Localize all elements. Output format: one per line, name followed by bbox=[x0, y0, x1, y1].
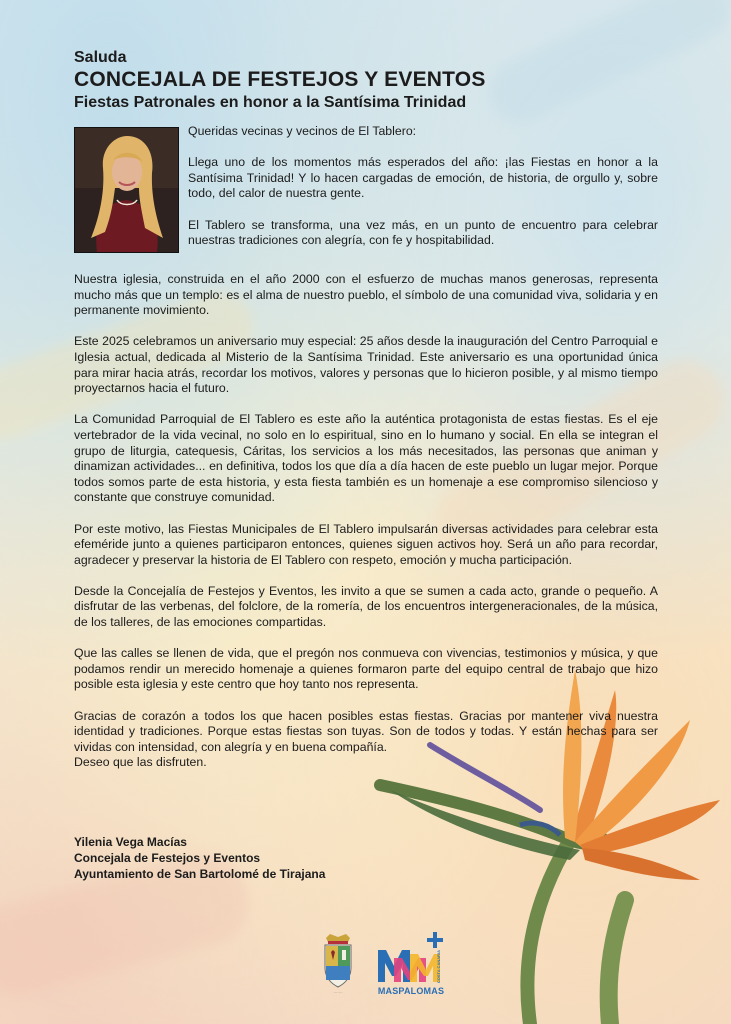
intro-paragraph: El Tablero se transforma, una vez más, en un punto de encuentro para celebrar nuestras tradiciones con alegría, con fe y hospitabilidad. bbox=[188, 217, 658, 248]
portrait-photo bbox=[74, 127, 179, 253]
body-paragraph: Desde la Concejalía de Festejos y Eventos, les invito a que se sumen a cada acto, grande o pequeño. A disfrutar de las verbenas, del folclore, de la romería, de los encuentros intergeneracionales, de la música, de los talleres, de las emociones compartidas. bbox=[74, 583, 658, 630]
header bbox=[74, 49, 674, 113]
closing-paragraph: Gracias de corazón a todos los que hacen posibles estas fiestas. Gracias por mantener viva nuestra identidad y tradiciones. Porque estas fiestas son tuyas. Son de todos y todas. Y están hechas para ser vividas con intensidad, con alegría y en buena compañía. bbox=[74, 708, 658, 754]
body-paragraph: Este 2025 celebramos un aniversario muy especial: 25 años desde la inauguración del Centro Parroquial e Iglesia actual, dedicada al Misterio de la Santísima Trinidad. Este aniversario es una oportunidad única para mirar hacia atrás, recordar los motivos, valores y personas que lo hicieron posible, y al mismo tiempo proyectarnos hacia el futuro. bbox=[74, 334, 658, 396]
portrait-illustration bbox=[75, 128, 178, 252]
svg-text:·······: ······· bbox=[333, 990, 343, 995]
signature-block bbox=[74, 834, 325, 882]
page-subtitle: Fiestas Patronales en honor a la Santísima Trinidad bbox=[74, 94, 467, 111]
greeting-label: Saluda bbox=[74, 49, 127, 66]
costa-canaria-label: COSTA CANARIA bbox=[436, 950, 441, 984]
body-paragraph: Por este motivo, las Fiestas Municipales de El Tablero impulsarán diversas actividades para celebrar esta efeméride junto a quienes participaron entonces, quienes siguen activos hoy. Será un año para recordar, agradecer y preservar la historia de El Tablero con respeto, emoción y mucha participación. bbox=[74, 521, 658, 567]
salutation-paragraph: Queridas vecinas y vecinos de El Tablero: bbox=[188, 124, 417, 138]
body-paragraph: Que las calles se llenen de vida, que el pregón nos conmueva con vivencias, testimonios y música, y que podamos rendir un merecido homenaje a quienes formaron parte del equipo central de trabajo que hizo posible esta iglesia y este centro que hoy tanto nos representa. bbox=[74, 646, 658, 692]
main-text bbox=[74, 272, 658, 787]
intro-paragraph: Llega uno de los momentos más esperados del año: ¡las Fiestas en honor a la Santísima Trinidad! Y lo hacen cargadas de emoción, de historia, de orgullo y, sobre todo, del calor de nuestra gente. bbox=[188, 155, 658, 201]
signatory-institution: Ayuntamiento de San Bartolomé de Tirajana bbox=[74, 867, 326, 881]
signatory-name: Yilenia Vega Macías bbox=[74, 835, 187, 849]
closing-wish: Deseo que las disfruten. bbox=[74, 755, 207, 770]
intro-text bbox=[188, 124, 658, 264]
maspalomas-label: MASPALOMAS bbox=[377, 986, 445, 996]
footer-logos bbox=[318, 930, 448, 1000]
page-title: CONCEJALA DE FESTEJOS Y EVENTOS bbox=[74, 68, 486, 91]
signatory-role: Concejala de Festejos y Eventos bbox=[74, 851, 261, 865]
body-paragraph: Nuestra iglesia, construida en el año 2000 con el esfuerzo de muchas manos generosas, representa mucho más que un templo: es el alma de nuestro pueblo, el símbolo de una comunidad viva, solidaria y en permanente movimiento. bbox=[74, 272, 658, 318]
coat-of-arms-icon bbox=[318, 932, 358, 996]
body-paragraph: La Comunidad Parroquial de El Tablero es este año la auténtica protagonista de estas fiestas. Es el eje vertebrador de la vida vecinal, no solo en lo espiritual, sino en lo humano y social. En ella se integran el grupo de liturgia, catequesis, Cáritas, los servicios a los más necesitados, las personas que animan y dinamizan actividades... en definitiva, todos los que día a día hacen de este pueblo un lugar mejor. Porque todos somos parte de esta historia, y esta fiesta también es un homenaje a ese compromiso silencioso y constante que construye comunidad. bbox=[74, 412, 658, 505]
